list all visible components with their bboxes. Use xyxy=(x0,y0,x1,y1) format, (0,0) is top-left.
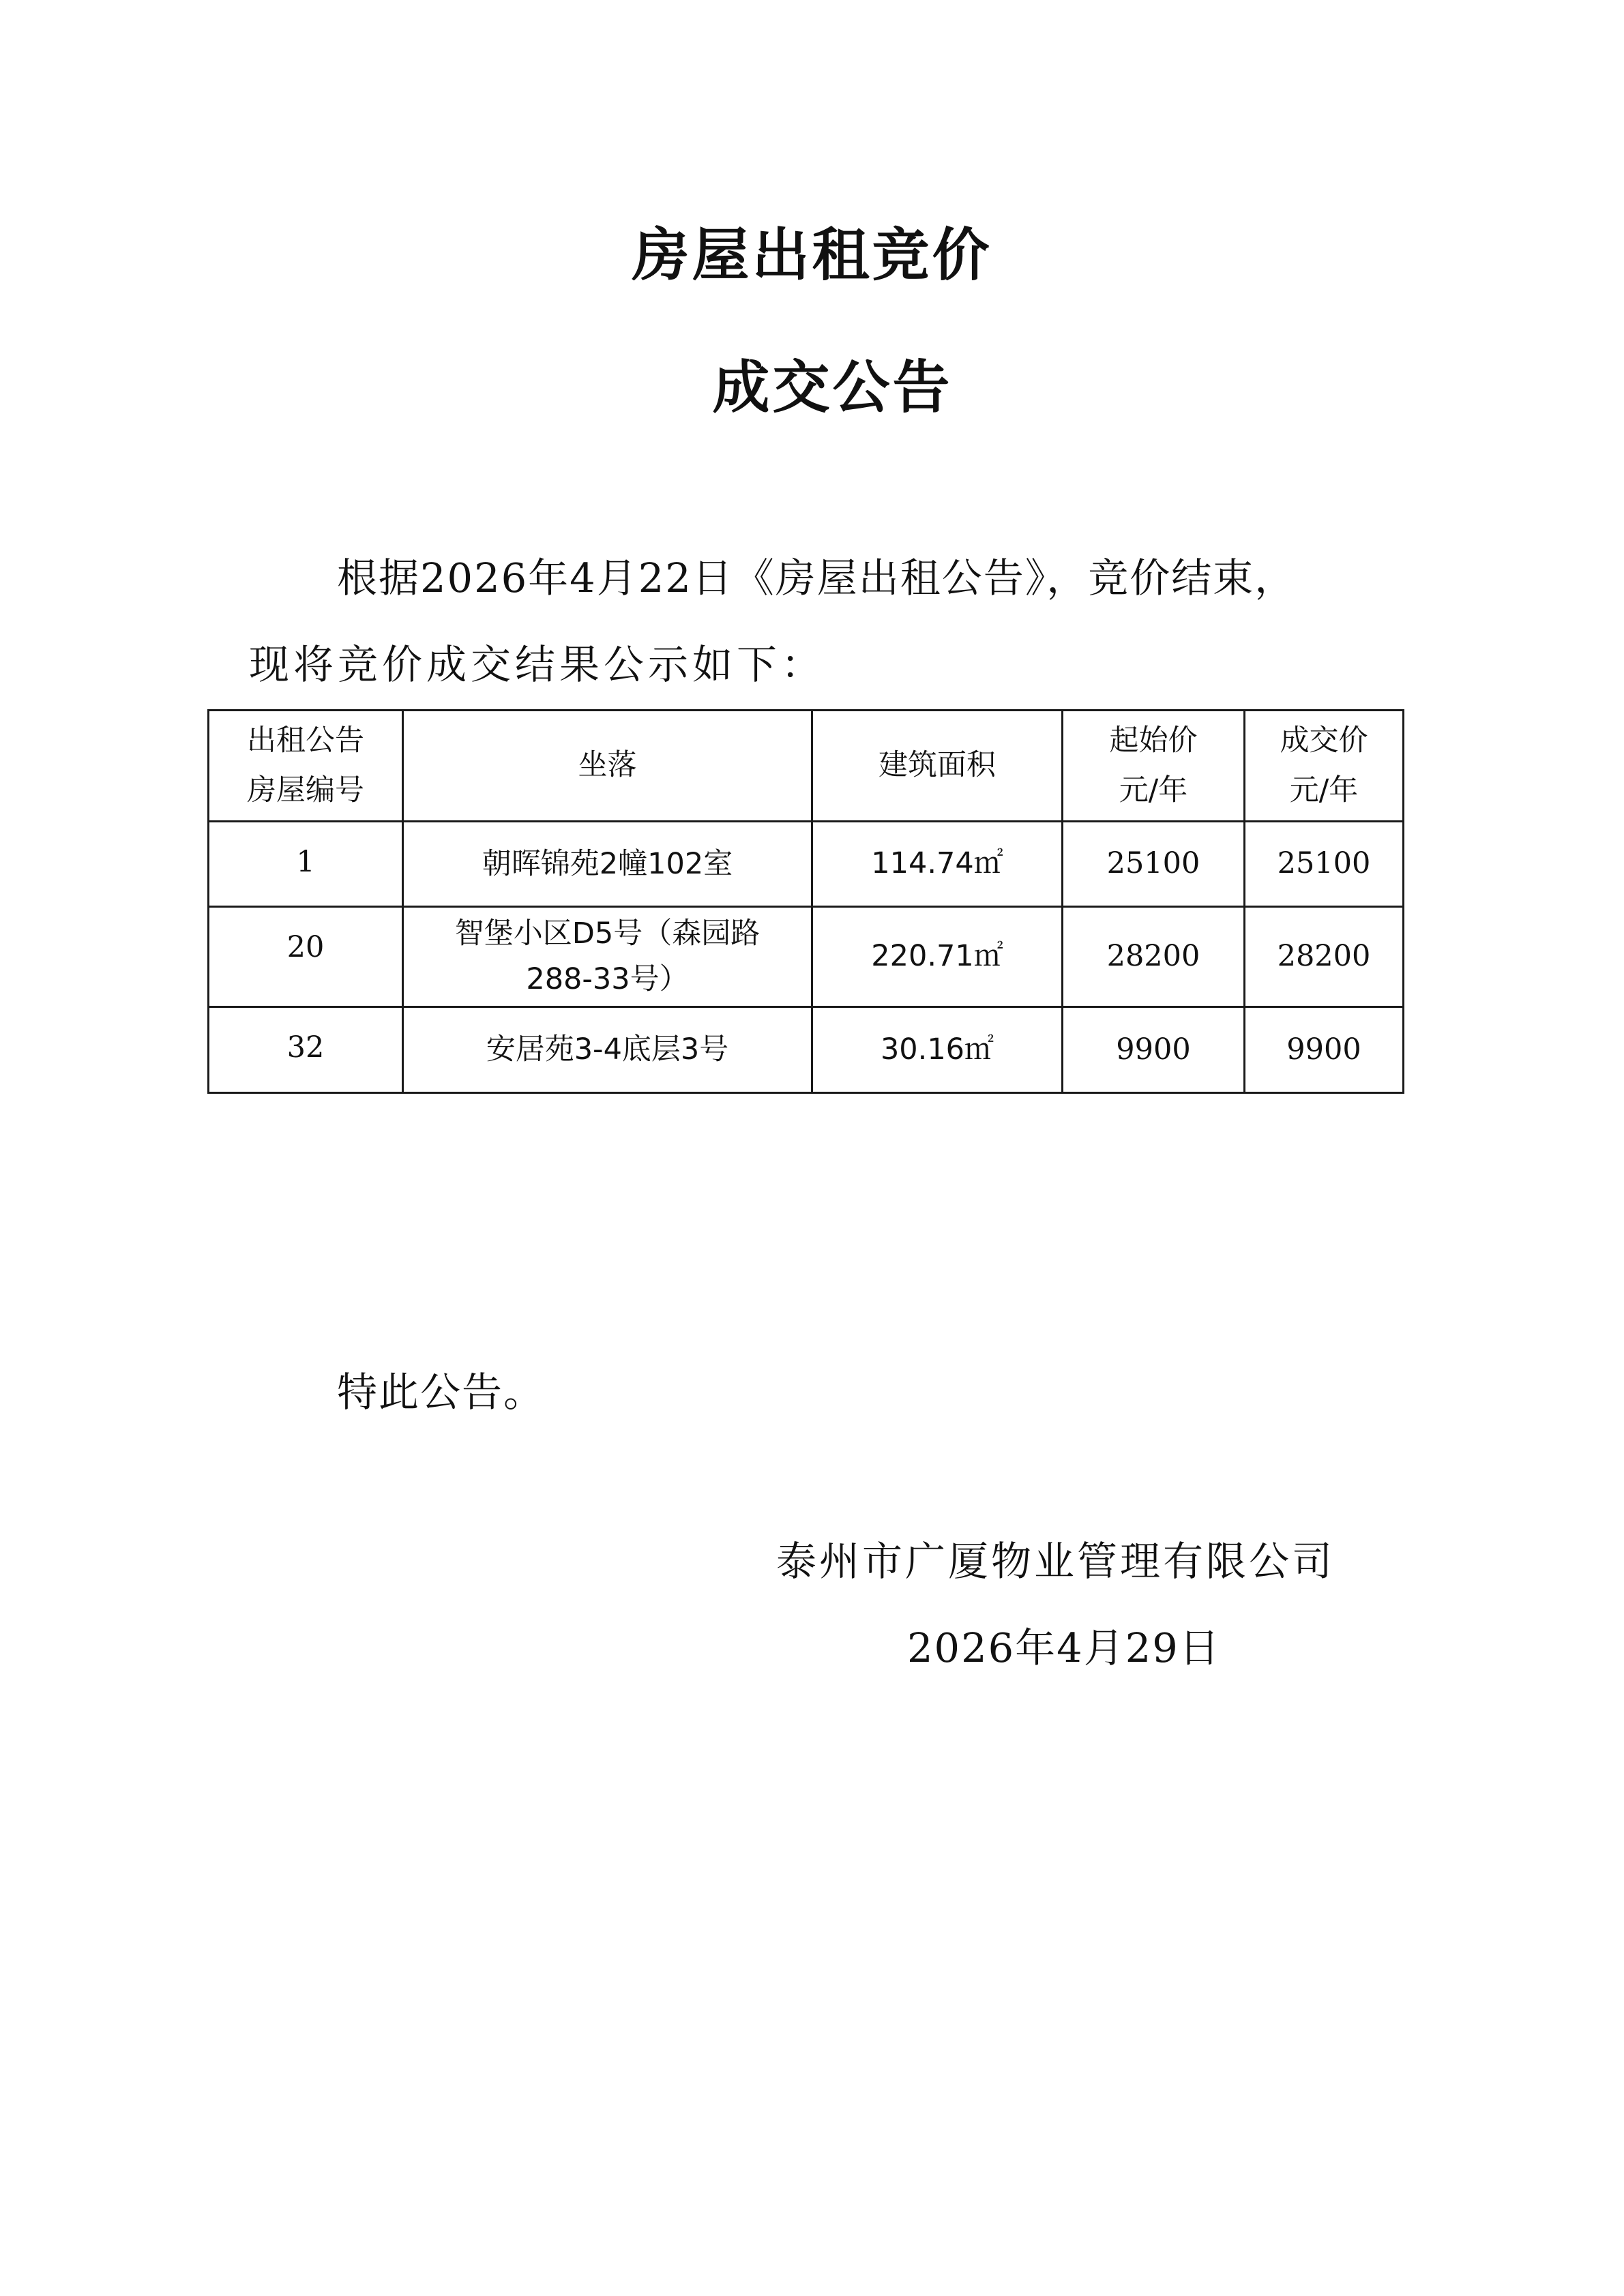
header-start-price xyxy=(1063,711,1245,822)
cell-area: 114.74㎡ xyxy=(812,822,1063,907)
header-house-number-line1: 出租公告 xyxy=(247,723,364,758)
cell-deal-price: 25100 xyxy=(1245,822,1404,907)
header-house-number-line2: 房屋编号 xyxy=(247,773,364,807)
cell-house-number: 1 xyxy=(209,822,403,907)
table-header-row xyxy=(209,711,1404,822)
cell-house-number: 32 xyxy=(209,1007,403,1093)
table-row xyxy=(209,822,1404,907)
cell-area: 220.71㎡ xyxy=(812,907,1063,1007)
cell-house-number: 20 xyxy=(209,907,403,1007)
announcement-date: 2026年4月29日 xyxy=(907,1624,1221,1671)
cell-location-line1: 安居苑3-4底层3号 xyxy=(486,1032,729,1067)
table-row xyxy=(209,1007,1404,1093)
intro-paragraph-line2: 现将竞价成交结果公示如下： xyxy=(249,641,826,688)
header-deal-price-line1: 成交价 xyxy=(1280,723,1368,758)
cell-start-price: 25100 xyxy=(1063,822,1245,907)
cell-deal-price: 9900 xyxy=(1245,1007,1404,1093)
results-table xyxy=(207,709,1404,1094)
cell-location-line1: 朝晖锦苑2幢102室 xyxy=(482,846,733,881)
cell-deal-price: 28200 xyxy=(1245,907,1404,1007)
cell-location xyxy=(403,1007,812,1093)
cell-location-line1: 智堡小区D5号（森园路 xyxy=(454,916,761,951)
header-deal-price-line2: 元/年 xyxy=(1289,773,1359,807)
header-house-number xyxy=(209,711,403,822)
table-row xyxy=(209,907,1404,1007)
closing-statement: 特此公告。 xyxy=(337,1369,546,1416)
cell-location xyxy=(403,907,812,1007)
cell-location-line2: 288-33号） xyxy=(526,962,689,996)
header-start-price-line2: 元/年 xyxy=(1119,773,1188,807)
intro-paragraph-line1: 根据2026年4月22日《房屋出租公告》，竞价结束， xyxy=(337,554,1297,601)
document-subtitle: 成交公告 xyxy=(712,354,953,421)
header-location: 坐落 xyxy=(403,711,812,822)
header-start-price-line1: 起始价 xyxy=(1109,723,1198,758)
company-name: 泰州市广厦物业管理有限公司 xyxy=(776,1538,1335,1585)
header-area: 建筑面积 xyxy=(812,711,1063,822)
cell-area: 30.16㎡ xyxy=(812,1007,1063,1093)
header-deal-price xyxy=(1245,711,1404,822)
cell-start-price: 28200 xyxy=(1063,907,1245,1007)
document-title: 房屋出租竞价 xyxy=(632,222,992,288)
cell-start-price: 9900 xyxy=(1063,1007,1245,1093)
cell-location xyxy=(403,822,812,907)
